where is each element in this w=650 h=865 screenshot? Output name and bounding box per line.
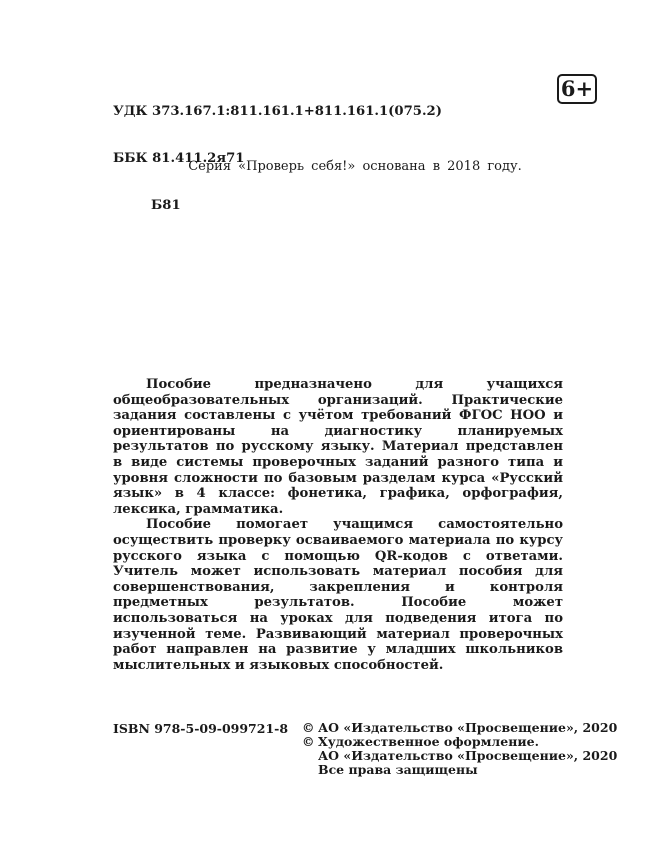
copyright-line-2: Художественное оформление. xyxy=(318,734,539,749)
bbk-code: ББК 81.411.2я71 xyxy=(113,150,245,166)
author-mark: Б81 xyxy=(151,197,181,213)
annotation xyxy=(113,377,563,673)
classification-block xyxy=(113,73,442,229)
annotation-paragraph-1: Пособие предназначено для учащихся общеобразовательных организаций. Практические задания составлены с учётом требований ФГОС НОО и ориентированы на диагностику планируемых результатов по русскому языку. Материал представлен в виде системы проверочных заданий разного типа и уровня сложности по базовым разделам курса «Русский язык» в 4 классе: фонетика, графика, орфография, лексика, грамматика. xyxy=(113,377,563,517)
copyright-line-4: Все права защищены xyxy=(318,762,478,777)
isbn: ISBN 978-5-09-099721-8 xyxy=(113,721,289,736)
copyright-icon: © xyxy=(302,720,315,735)
udk-code: УДК 373.167.1:811.161.1+811.161.1(075.2) xyxy=(113,104,442,120)
series-note: Серия «Проверь себя!» основана в 2018 году. xyxy=(188,159,522,174)
copyright-block xyxy=(302,721,617,777)
copyright-line-1: АО «Издательство «Просвещение», 2020 xyxy=(318,720,618,735)
copyright-line-3: АО «Издательство «Просвещение», 2020 xyxy=(318,748,618,763)
copyright-icon: © xyxy=(302,734,315,749)
annotation-paragraph-2: Пособие помогает учащимся самостоятельно осуществить проверку осваиваемого материала по курсу русского языка с помощью QR-кодов с ответами. Учитель может использовать материал пособия для совершенствования, закрепления и контроля предметных результатов. Пособие может использоваться на уроках для подведения итога по изученной теме. Развивающий материал проверочных работ направлен на развитие у младших школьников мыслительных и языковых способностей. xyxy=(113,517,563,673)
age-rating-badge: 6+ xyxy=(557,74,597,104)
